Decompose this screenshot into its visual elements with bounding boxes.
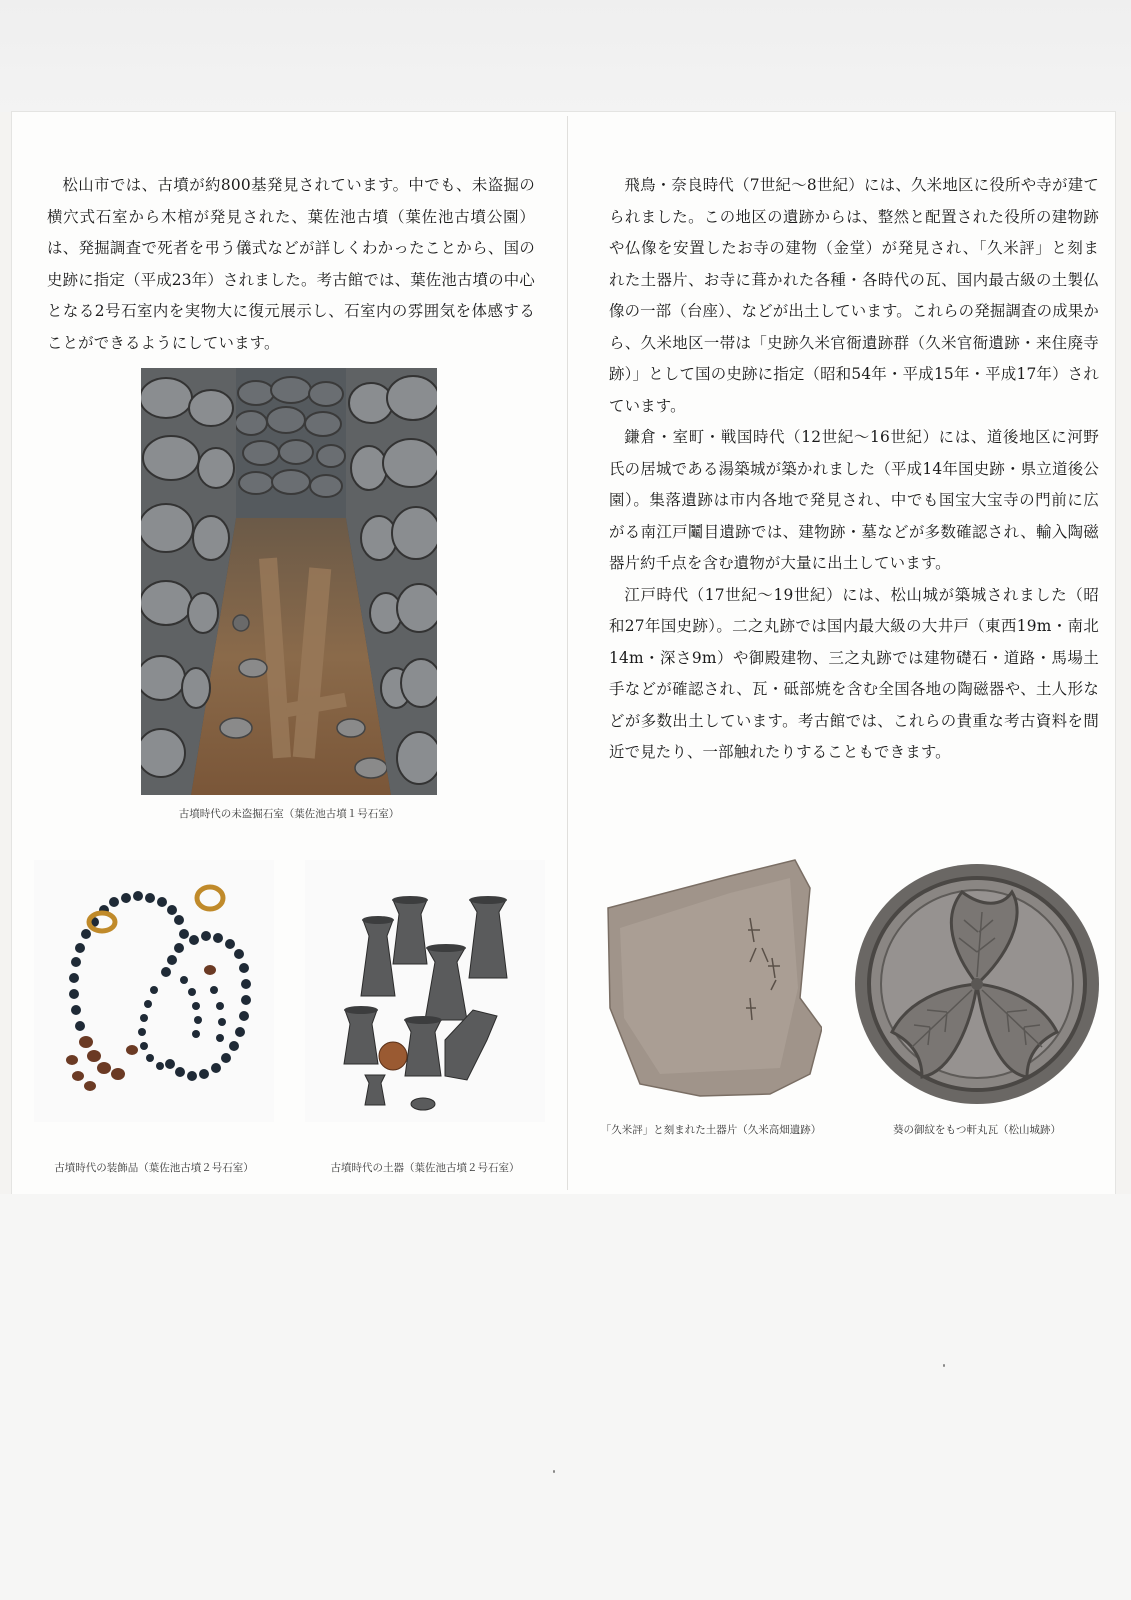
aoi-roof-tile-photo [852, 862, 1102, 1106]
asuka-nara-paragraph: 飛鳥・奈良時代（7世紀～8世紀）には、久米地区に役所や寺が建てられました。この地区の遺跡からは、整然と配置された役所の建物跡や仏像を安置したお寺の建物（金堂）が発見され、「久米評」と刻まれた土器片、お寺に葺かれた各種・各時代の瓦、国内最古級の土製仏像の一部（台座）、などが出土しています。これらの発掘調査の成果から、久米地区一帯は「史跡久米官衙遺跡群（久米官衙遺跡・来住廃寺跡）」として国の史跡に指定（昭和54年・平成15年・平成17年）されています。 [609, 176, 1099, 415]
sherd-caption: 「久米評」と刻まれた土器片（久米高畑遺跡） [600, 1124, 822, 1136]
tile-caption: 葵の御紋をもつ軒丸瓦（松山城跡） [893, 1124, 1061, 1136]
ornaments-caption: 古墳時代の装飾品（葉佐池古墳２号石室） [54, 1162, 254, 1174]
scan-margin-top [0, 0, 1131, 112]
left-page-text [47, 170, 535, 359]
kamakura-paragraph: 鎌倉・室町・戦国時代（12世紀～16世紀）には、道後地区に河野氏の居城である湯築城が築かれました（平成14年国史跡・県立道後公園）。集落遺跡は市内各地で発見され、中でも国宝大宝寺の門前に広がる南江戸鬮目遺跡では、建物跡・墓などが多数確認され、輸入陶磁器片約千点を含む遺物が大量に出土しています。 [609, 428, 1099, 572]
pottery-photo [305, 860, 545, 1122]
page-fold [567, 116, 568, 1190]
scan-speck [943, 1364, 945, 1367]
kume-sherd-photo [600, 848, 822, 1110]
chamber-caption: 古墳時代の未盗掘石室（葉佐池古墳１号石室） [178, 808, 400, 820]
kofun-paragraph: 松山市では、古墳が約800基発見されています。中でも、未盗掘の横穴式石室から木棺が発見された、葉佐池古墳（葉佐池古墳公園）は、発掘調査で死者を弔う儀式などが詳しくわかったことから、国の史跡に指定（平成23年）されました。考古館では、葉佐池古墳の中心となる2号石室内を実物大に復元展示し、石室内の雰囲気を体感することができるようにしています。 [47, 176, 535, 352]
pottery-caption: 古墳時代の土器（葉佐池古墳２号石室） [330, 1162, 520, 1174]
ornaments-photo [34, 860, 274, 1122]
scan-speck [553, 1470, 555, 1473]
scan-margin-bottom [0, 1194, 1131, 1600]
stone-chamber-photo [141, 368, 437, 795]
right-page-text [609, 170, 1099, 769]
edo-paragraph: 江戸時代（17世紀～19世紀）には、松山城が築城されました（昭和27年国史跡）。二之丸跡では国内最大級の大井戸（東西19m・南北14m・深さ9m）や御殿建物、三之丸跡では建物礎石・道路・馬場土手などが確認され、瓦・砥部焼を含む全国各地の陶磁器や、土人形などが多数出土しています。考古館では、これらの貴重な考古資料を間近で見たり、一部触れたりすることもできます。 [609, 585, 1099, 761]
